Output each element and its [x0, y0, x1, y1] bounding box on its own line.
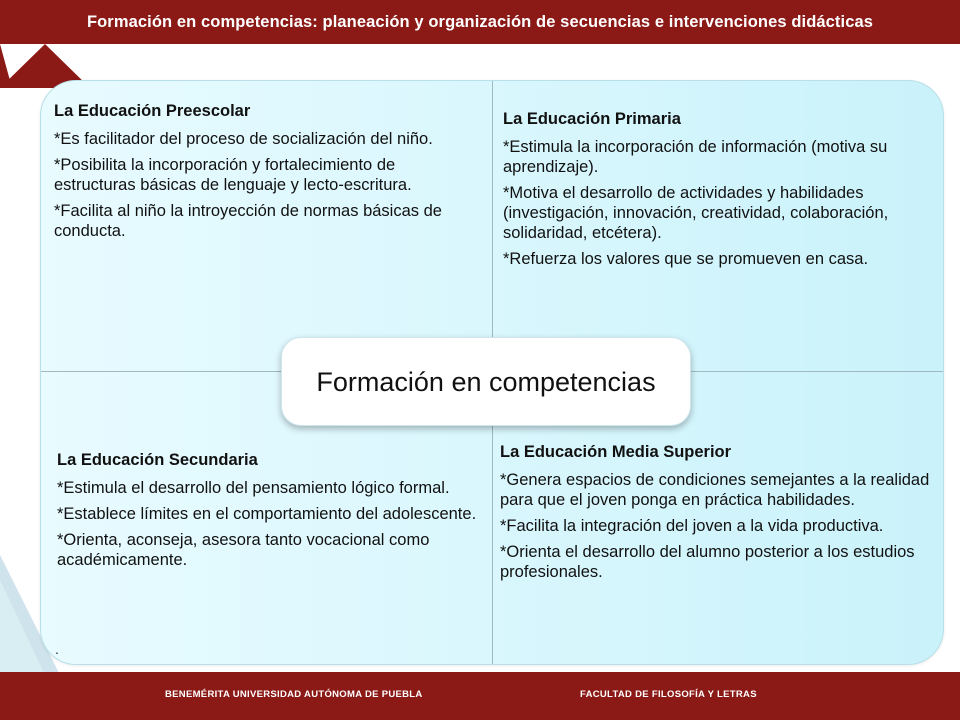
header-decoration-inner	[0, 44, 12, 88]
header-bar	[0, 0, 960, 44]
center-concept-label: Formación en competencias	[316, 366, 656, 397]
quadrant-secundaria	[57, 450, 485, 576]
quadrant-item: *Orienta el desarrollo del alumno posterior a los estudios profesionales.	[500, 543, 915, 581]
footer-bar	[0, 672, 960, 720]
trailing-mark: .	[55, 641, 59, 657]
quadrant-item: *Estimula la incorporación de información (motiva su aprendizaje).	[503, 138, 888, 176]
quadrant-title: La Educación Secundaria	[57, 451, 258, 469]
quadrant-preescolar	[54, 101, 474, 247]
quadrant-item: *Posibilita la incorporación y fortalecimiento de estructuras básicas de lenguaje y lecto-escritura.	[54, 156, 412, 194]
quadrant-title: La Educación Media Superior	[500, 443, 732, 461]
side-decoration-inner	[0, 580, 45, 675]
quadrant-item: *Facilita al niño la introyección de normas básicas de conducta.	[54, 202, 442, 240]
quadrant-item: *Facilita la integración del joven a la vida productiva.	[500, 517, 884, 535]
footer-faculty: FACULTAD DE FILOSOFÍA Y LETRAS	[580, 689, 757, 700]
center-concept-box	[281, 337, 691, 426]
quadrant-title: La Educación Preescolar	[54, 102, 251, 120]
page-title: Formación en competencias: planeación y organización de secuencias e intervenciones didácticas	[86, 13, 874, 31]
quadrant-item: *Genera espacios de condiciones semejantes a la realidad para que el joven ponga en práctica habilidades.	[500, 471, 930, 509]
quadrant-media-superior	[500, 442, 930, 588]
quadrant-item: *Motiva el desarrollo de actividades y habilidades (investigación, innovación, creatividad, colaboración, solidaridad, etcétera).	[503, 184, 889, 242]
quadrant-item: *Refuerza los valores que se promueven en casa.	[503, 250, 869, 268]
quadrant-title: La Educación Primaria	[503, 110, 681, 128]
quadrant-item: *Establece límites en el comportamiento del adolescente.	[57, 505, 477, 523]
quadrant-item: *Estimula el desarrollo del pensamiento lógico formal.	[57, 479, 450, 497]
quadrant-item: *Es facilitador del proceso de socialización del niño.	[54, 130, 433, 148]
quadrant-primaria	[503, 109, 923, 275]
quadrant-item: *Orienta, aconseja, asesora tanto vocacional como académicamente.	[57, 531, 430, 569]
footer-university: BENEMÉRITA UNIVERSIDAD AUTÓNOMA DE PUEBLA	[165, 689, 423, 700]
